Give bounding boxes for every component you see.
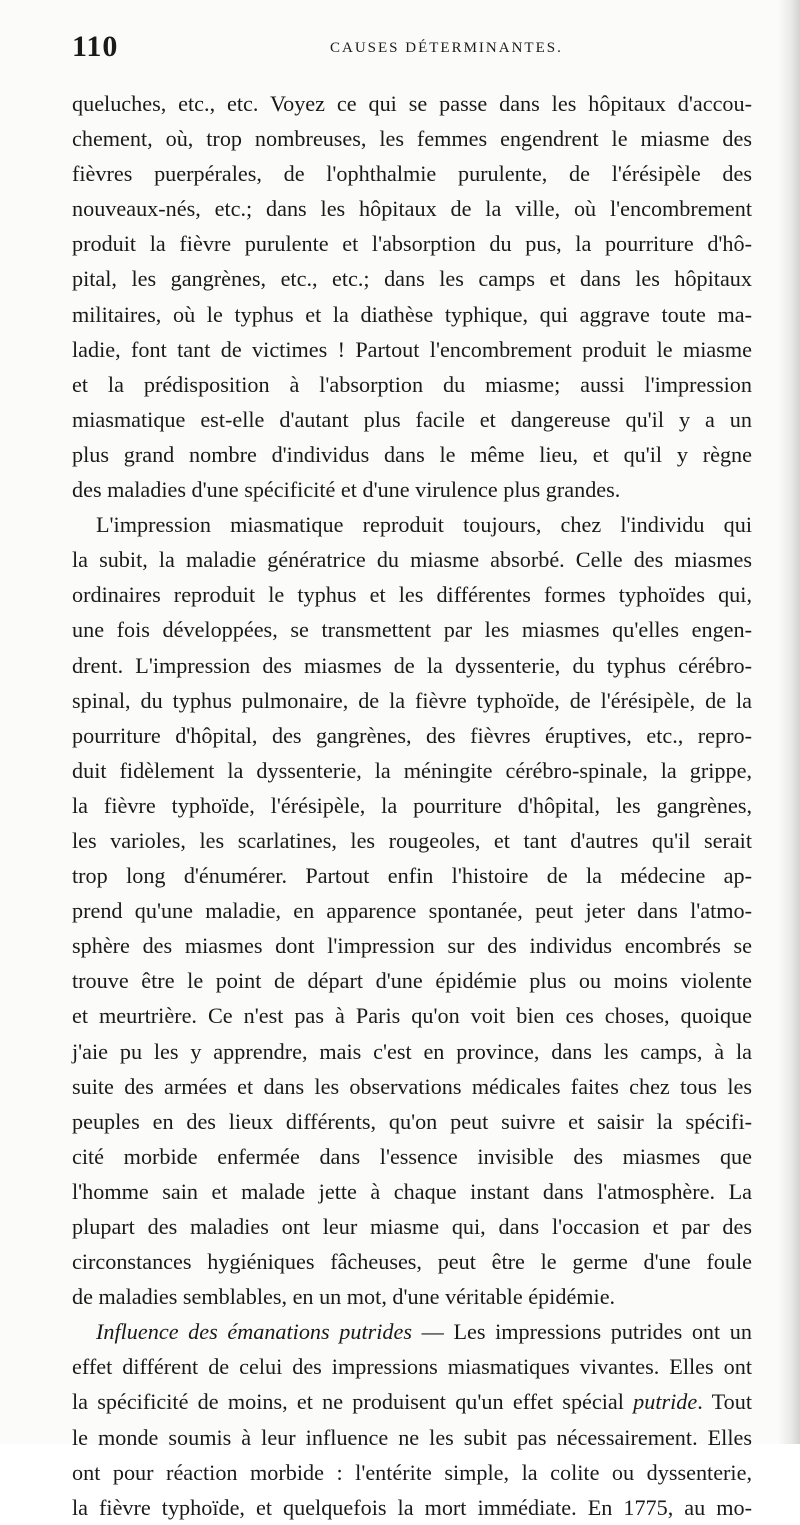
text-line: queluches, etc., etc. Voyez ce qui se passe dans les hôpitaux d'accou- <box>72 91 752 116</box>
text-line: de maladies semblables, en un mot, d'une véritable épidémie. <box>72 1284 616 1310</box>
text-line: pital, les gangrènes, etc., etc.; dans les camps et dans les hôpitaux <box>72 266 752 292</box>
text-line: miasmatique est-elle d'autant plus facile et dangereuse qu'il y a un <box>72 406 752 432</box>
text-line: plupart des maladies ont leur miasme qui, dans l'occasion et par des <box>72 1214 752 1239</box>
text-line: fièvres puerpérales, de l'ophthalmie purulente, de l'érésipèle des <box>72 161 752 187</box>
page-header <box>72 30 752 70</box>
text-line: cité morbide enfermée dans l'essence invisible des miasmes que <box>72 1143 752 1169</box>
text-line: suite des armées et dans les observations médicales faites chez tous les <box>72 1073 752 1099</box>
text-line: trouve être le point de départ d'une épidémie plus ou moins violente <box>72 968 752 994</box>
text-line <box>72 1384 752 1419</box>
running-title: CAUSES DÉTERMINANTES. <box>330 40 563 56</box>
text-line: trop long d'énumérer. Partout enfin l'histoire de la médecine ap- <box>72 863 752 889</box>
text-line: une fois développées, se transmettent par les miasmes qu'elles engen- <box>72 617 752 643</box>
text-line: chement, où, trop nombreuses, les femmes engendrent le miasme des <box>72 126 752 152</box>
text-line: circonstances hygiéniques fâcheuses, peut être le germe d'une foule <box>72 1249 752 1275</box>
text-line: ladie, font tant de victimes ! Partout l'encombrement produit le miasme <box>72 336 752 362</box>
text-line: et meurtrière. Ce n'est pas à Paris qu'on voit bien ces choses, quoique <box>72 1003 752 1029</box>
text-line: ont pour réaction morbide : l'entérite simple, la colite ou dyssenterie, <box>72 1459 752 1485</box>
text-line: les varioles, les scarlatines, les rougeoles, et tant d'autres qu'il serait <box>72 827 752 853</box>
page-edge-shadow <box>778 0 800 1444</box>
text-line: la subit, la maladie génératrice du miasme absorbé. Celle des miasmes <box>72 547 752 573</box>
text-fragment: . Tout <box>697 1389 752 1415</box>
text-line: la fièvre typhoïde, l'érésipèle, la pourriture d'hôpital, les gangrènes, <box>72 792 752 818</box>
text-line: plus grand nombre d'individus dans le même lieu, et qu'il y règne <box>72 441 752 467</box>
text-fragment: la spécificité de moins, et ne produisent qu'un effet spécial <box>72 1389 634 1415</box>
text-line: duit fidèlement la dyssenterie, la méningite cérébro-spinale, la grippe, <box>72 757 752 783</box>
emphasis-text: putride <box>633 1389 698 1415</box>
text-fragment: — Les impressions putrides ont un <box>412 1319 752 1345</box>
text-line: L'impression miasmatique reproduit toujours, chez l'individu qui <box>96 512 752 538</box>
body-text <box>72 86 752 1525</box>
text-line: militaires, où le typhus et la diathèse typhique, qui aggrave toute ma- <box>72 301 752 327</box>
text-line: drent. L'impression des miasmes de la dyssenterie, du typhus cérébro- <box>72 652 752 678</box>
text-line: et la prédisposition à l'absorption du miasme; aussi l'impression <box>72 371 752 397</box>
page-number: 110 <box>72 30 119 63</box>
text-line: spinal, du typhus pulmonaire, de la fièvre typhoïde, de l'érésipèle, de la <box>72 687 752 713</box>
section-heading: Influence des émanations putrides <box>96 1319 413 1345</box>
text-line: ordinaires reproduit le typhus et les différentes formes typhoïdes qui, <box>72 582 752 608</box>
text-line: produit la fièvre purulente et l'absorption du pus, la pourriture d'hô- <box>72 231 752 257</box>
text-line: sphère des miasmes dont l'impression sur des individus encombrés se <box>72 933 752 959</box>
paragraph-heading-line <box>72 1314 752 1349</box>
text-line: peuples en des lieux différents, qu'on peut suivre et saisir la spécifi- <box>72 1108 752 1134</box>
text-line: prend qu'une maladie, en apparence spontanée, peut jeter dans l'atmo- <box>72 898 752 924</box>
text-line: j'aie pu les y apprendre, mais c'est en province, dans les camps, à la <box>72 1038 752 1064</box>
text-line: des maladies d'une spécificité et d'une virulence plus grandes. <box>72 477 621 503</box>
text-line: pourriture d'hôpital, des gangrènes, des fièvres éruptives, etc., repro- <box>72 722 752 748</box>
text-line: effet différent de celui des impressions miasmatiques vivantes. Elles ont <box>72 1354 752 1380</box>
text-line: la fièvre typhoïde, et quelquefois la mort immédiate. En 1775, au mo- <box>72 1494 752 1520</box>
text-line: nouveaux-nés, etc.; dans les hôpitaux de la ville, où l'encombrement <box>72 196 752 222</box>
text-line: l'homme sain et malade jette à chaque instant dans l'atmosphère. La <box>72 1178 752 1204</box>
text-line: le monde soumis à leur influence ne les subit pas nécessairement. Elles <box>72 1424 752 1450</box>
